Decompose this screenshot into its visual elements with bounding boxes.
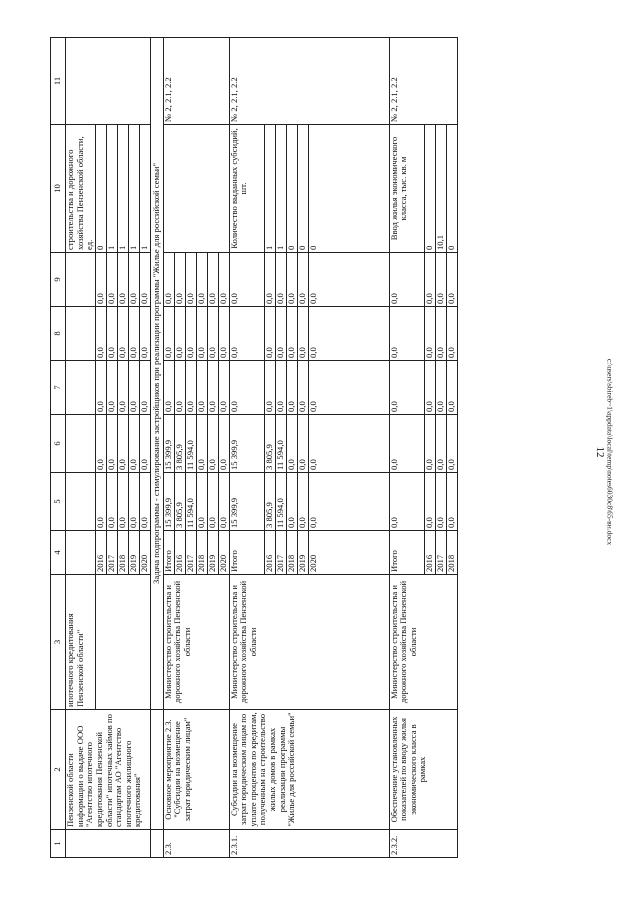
value-cell: 0,0 bbox=[389, 415, 424, 473]
value-cell: 0,0 bbox=[229, 361, 264, 415]
indicator-value-cell: 0 bbox=[308, 125, 389, 253]
value-cell: 0,0 bbox=[308, 307, 389, 361]
year-cell: 2017 bbox=[185, 531, 196, 575]
year-cell: 2016 bbox=[264, 531, 275, 575]
year-cell: 2017 bbox=[435, 531, 446, 575]
value-cell: 0,0 bbox=[139, 473, 150, 531]
value-cell: 0,0 bbox=[218, 415, 229, 473]
page-number: 12 bbox=[594, 446, 606, 458]
value-cell: 0,0 bbox=[435, 415, 446, 473]
value-cell: 0,0 bbox=[106, 361, 117, 415]
value-cell: 0,0 bbox=[446, 253, 457, 307]
value-cell: 0,0 bbox=[117, 415, 128, 473]
value-cell: 0,0 bbox=[435, 253, 446, 307]
value-cell: 0,0 bbox=[264, 253, 275, 307]
value-cell: 0,0 bbox=[297, 253, 308, 307]
value-cell: 0,0 bbox=[275, 307, 286, 361]
value-cell: 0,0 bbox=[229, 307, 264, 361]
rotated-table-page bbox=[50, 38, 595, 858]
value-cell: 0,0 bbox=[218, 361, 229, 415]
row-number-cell: 2.3.2. bbox=[389, 830, 457, 858]
indicator-cell: Ввод жилья экономического класса, тыс. кв. м bbox=[389, 125, 424, 253]
value-cell: 0,0 bbox=[446, 415, 457, 473]
value-cell: 0,0 bbox=[163, 307, 174, 361]
year-cell: 2017 bbox=[106, 531, 117, 575]
event-name-cell: Субсидии на возмещение затрат юридическим лицам по уплате процентов по кредитам, полученным на строительство жилых домов в рамках реализации программы "Жилье для российской семьи" bbox=[229, 710, 389, 830]
value-cell: 0,0 bbox=[117, 253, 128, 307]
col-num-1: 1 bbox=[51, 830, 66, 858]
value-cell: 0,0 bbox=[286, 253, 297, 307]
year-cell: 2020 bbox=[139, 531, 150, 575]
event-name-cell: Пензенской области информации о выдаче ООО "Агентство ипотечного кредитования Пензенской области" ипотечных займов по стандартам АО "Агентство ипотечного жилищного кредитования" bbox=[66, 710, 151, 830]
col-num-6: 6 bbox=[51, 415, 66, 473]
value-cell: 11 594,0 bbox=[185, 473, 196, 531]
value-cell: 0,0 bbox=[286, 415, 297, 473]
value-cell: 0,0 bbox=[297, 307, 308, 361]
value-cell: 0,0 bbox=[106, 415, 117, 473]
reference-cell: № 2, 2.1, 2.2 bbox=[389, 38, 457, 125]
value-cell: 0,0 bbox=[389, 253, 424, 307]
value-cell bbox=[66, 415, 96, 473]
value-cell: 0,0 bbox=[95, 415, 106, 473]
value-cell: 0,0 bbox=[128, 253, 139, 307]
value-cell: 0,0 bbox=[106, 253, 117, 307]
year-cell: 2018 bbox=[196, 531, 207, 575]
value-cell: 15 399,9 bbox=[163, 415, 174, 473]
executor-cell: Министерство строительства и дорожного хозяйства Пензенской области bbox=[389, 575, 457, 710]
col-num-9: 9 bbox=[51, 253, 66, 307]
year-cell: 2020 bbox=[308, 531, 389, 575]
executor-cell: ипотечного кредитования Пензенской области" bbox=[66, 575, 96, 710]
value-cell: 0,0 bbox=[218, 473, 229, 531]
value-cell: 0,0 bbox=[207, 253, 218, 307]
value-cell: 0,0 bbox=[196, 361, 207, 415]
value-cell bbox=[66, 473, 96, 531]
value-cell: 0,0 bbox=[424, 473, 435, 531]
reference-cell: № 2, 2.1, 2.2 bbox=[163, 38, 229, 125]
value-cell: 0,0 bbox=[185, 361, 196, 415]
executor-cell: Министерство строительства и дорожного хозяйства Пензенской области bbox=[163, 575, 229, 710]
value-cell: 0,0 bbox=[389, 307, 424, 361]
col-num-11: 11 bbox=[51, 38, 66, 125]
value-cell: 0,0 bbox=[308, 473, 389, 531]
value-cell: 0,0 bbox=[264, 307, 275, 361]
program-table bbox=[50, 37, 458, 858]
value-cell: 0,0 bbox=[424, 307, 435, 361]
value-cell: 0,0 bbox=[139, 361, 150, 415]
value-cell: 0,0 bbox=[286, 361, 297, 415]
year-cell: 2020 bbox=[218, 531, 229, 575]
indicator-value-cell: 1 bbox=[275, 125, 286, 253]
value-cell: 0,0 bbox=[297, 361, 308, 415]
event-name-cell: Обеспечение установленных показателей по вводу жилья экономического класса в рамках bbox=[389, 710, 457, 830]
value-cell: 0,0 bbox=[185, 253, 196, 307]
value-cell: 0,0 bbox=[308, 415, 389, 473]
executor-cell: Министерство строительства и дорожного хозяйства Пензенской области bbox=[229, 575, 389, 710]
year-cell: 2019 bbox=[207, 531, 218, 575]
value-cell: 0,0 bbox=[218, 307, 229, 361]
value-cell: 3 805,9 bbox=[174, 473, 185, 531]
indicator-value-cell: 0 bbox=[446, 125, 457, 253]
value-cell: 15 399,9 bbox=[229, 415, 264, 473]
value-cell: 0,0 bbox=[117, 307, 128, 361]
indicator-value-cell: 1 bbox=[128, 125, 139, 253]
value-cell: 0,0 bbox=[207, 415, 218, 473]
indicator-value-cell: 1 bbox=[117, 125, 128, 253]
value-cell: 15 399,9 bbox=[229, 473, 264, 531]
table-row bbox=[66, 38, 96, 858]
value-cell: 0,0 bbox=[139, 253, 150, 307]
value-cell: 0,0 bbox=[117, 473, 128, 531]
value-cell: 0,0 bbox=[435, 361, 446, 415]
value-cell: 0,0 bbox=[218, 253, 229, 307]
indicator-value-cell: 0 bbox=[424, 125, 435, 253]
value-cell: 0,0 bbox=[308, 253, 389, 307]
indicator-value-cell: 0 bbox=[297, 125, 308, 253]
col-num-5: 5 bbox=[51, 473, 66, 531]
task-heading: Задача подпрограммы - стимулирование застройщиков при реализации программы "Жилье для российской семьи" bbox=[150, 38, 163, 710]
value-cell: 0,0 bbox=[196, 415, 207, 473]
value-cell: 0,0 bbox=[286, 473, 297, 531]
value-cell: 0,0 bbox=[446, 473, 457, 531]
executor-cell bbox=[95, 575, 150, 710]
value-cell: 0,0 bbox=[297, 473, 308, 531]
value-cell: 0,0 bbox=[446, 361, 457, 415]
value-cell: 0,0 bbox=[424, 361, 435, 415]
col-num-7: 7 bbox=[51, 361, 66, 415]
value-cell: 0,0 bbox=[128, 361, 139, 415]
indicator-cell bbox=[163, 125, 229, 253]
value-cell: 0,0 bbox=[446, 307, 457, 361]
indicator-value-cell: 10,1 bbox=[435, 125, 446, 253]
value-cell: 0,0 bbox=[435, 307, 446, 361]
value-cell: 3 805,9 bbox=[264, 473, 275, 531]
col-num-4: 4 bbox=[51, 531, 66, 575]
value-cell: 0,0 bbox=[95, 473, 106, 531]
value-cell: 0,0 bbox=[95, 361, 106, 415]
value-cell: 0,0 bbox=[128, 415, 139, 473]
indicator-value-cell: 0 bbox=[95, 125, 106, 253]
value-cell: 0,0 bbox=[174, 361, 185, 415]
value-cell: 0,0 bbox=[128, 307, 139, 361]
row-number-cell: 2.3.1. bbox=[229, 830, 389, 858]
value-cell: 0,0 bbox=[95, 307, 106, 361]
year-cell: Итого bbox=[389, 531, 424, 575]
value-cell: 0,0 bbox=[106, 473, 117, 531]
task-heading-row bbox=[150, 38, 163, 858]
value-cell: 0,0 bbox=[163, 361, 174, 415]
col-num-3: 3 bbox=[51, 575, 66, 710]
indicator-value-cell: 1 bbox=[264, 125, 275, 253]
value-cell: 0,0 bbox=[106, 307, 117, 361]
event-name-cell bbox=[150, 710, 163, 830]
year-cell: 2018 bbox=[446, 531, 457, 575]
indicator-value-cell: 0 bbox=[286, 125, 297, 253]
value-cell bbox=[66, 307, 96, 361]
value-cell: 0,0 bbox=[196, 473, 207, 531]
value-cell: 0,0 bbox=[275, 253, 286, 307]
value-cell bbox=[66, 361, 96, 415]
value-cell: 0,0 bbox=[264, 361, 275, 415]
col-num-8: 8 bbox=[51, 307, 66, 361]
value-cell: 0,0 bbox=[139, 307, 150, 361]
value-cell: 0,0 bbox=[308, 361, 389, 415]
indicator-cell: Количество выданных субсидий, шт. bbox=[229, 125, 264, 253]
value-cell: 0,0 bbox=[389, 361, 424, 415]
year-cell: Итого bbox=[163, 531, 174, 575]
year-cell: 2016 bbox=[424, 531, 435, 575]
value-cell: 0,0 bbox=[435, 473, 446, 531]
value-cell: 0,0 bbox=[128, 473, 139, 531]
table-row bbox=[229, 38, 264, 858]
indicator-value-cell: 1 bbox=[139, 125, 150, 253]
year-cell: 2018 bbox=[117, 531, 128, 575]
file-path-footer: c:\users\sbireb~1\appdata\local\temp\notes6030c8\65-вн.docx bbox=[605, 358, 615, 546]
year-cell: 2018 bbox=[286, 531, 297, 575]
indicator-value-cell: 1 bbox=[106, 125, 117, 253]
value-cell: 0,0 bbox=[297, 415, 308, 473]
column-number-row bbox=[51, 38, 66, 858]
value-cell: 3 805,9 bbox=[264, 415, 275, 473]
year-cell: 2016 bbox=[95, 531, 106, 575]
value-cell: 0,0 bbox=[389, 473, 424, 531]
value-cell: 0,0 bbox=[207, 361, 218, 415]
col-num-2: 2 bbox=[51, 710, 66, 830]
value-cell: 15 399,9 bbox=[163, 473, 174, 531]
value-cell: 0,0 bbox=[95, 253, 106, 307]
value-cell: 0,0 bbox=[196, 307, 207, 361]
year-cell: 2017 bbox=[275, 531, 286, 575]
value-cell: 0,0 bbox=[207, 307, 218, 361]
value-cell bbox=[66, 253, 96, 307]
value-cell: 0,0 bbox=[163, 253, 174, 307]
indicator-cell: строительства и дорожного хозяйства Пензенской области, ед. bbox=[66, 125, 96, 253]
value-cell: 0,0 bbox=[424, 415, 435, 473]
value-cell: 11 594,0 bbox=[275, 473, 286, 531]
value-cell: 0,0 bbox=[424, 253, 435, 307]
value-cell: 0,0 bbox=[174, 307, 185, 361]
value-cell: 0,0 bbox=[174, 253, 185, 307]
event-name-cell: Основное мероприятие 2.3. "Субсидии на возмещение затрат юридическим лицам" bbox=[163, 710, 229, 830]
value-cell: 0,0 bbox=[229, 253, 264, 307]
row-number-cell: 2.3. bbox=[163, 830, 229, 858]
reference-cell bbox=[66, 38, 151, 125]
value-cell: 0,0 bbox=[207, 473, 218, 531]
table-row bbox=[389, 38, 424, 858]
value-cell: 0,0 bbox=[275, 361, 286, 415]
table-row bbox=[163, 38, 174, 858]
value-cell: 11 594,0 bbox=[275, 415, 286, 473]
year-cell: 2019 bbox=[128, 531, 139, 575]
year-cell bbox=[66, 531, 96, 575]
year-cell: 2019 bbox=[297, 531, 308, 575]
row-number-cell bbox=[66, 830, 151, 858]
value-cell: 0,0 bbox=[286, 307, 297, 361]
value-cell: 0,0 bbox=[185, 307, 196, 361]
reference-cell: № 2, 2.1, 2.2 bbox=[229, 38, 389, 125]
row-number-cell bbox=[150, 830, 163, 858]
col-num-10: 10 bbox=[51, 125, 66, 253]
value-cell: 0,0 bbox=[196, 253, 207, 307]
value-cell: 0,0 bbox=[139, 415, 150, 473]
value-cell: 0,0 bbox=[117, 361, 128, 415]
value-cell: 3 805,9 bbox=[174, 415, 185, 473]
value-cell: 11 594,0 bbox=[185, 415, 196, 473]
year-cell: Итого bbox=[229, 531, 264, 575]
year-cell: 2016 bbox=[174, 531, 185, 575]
